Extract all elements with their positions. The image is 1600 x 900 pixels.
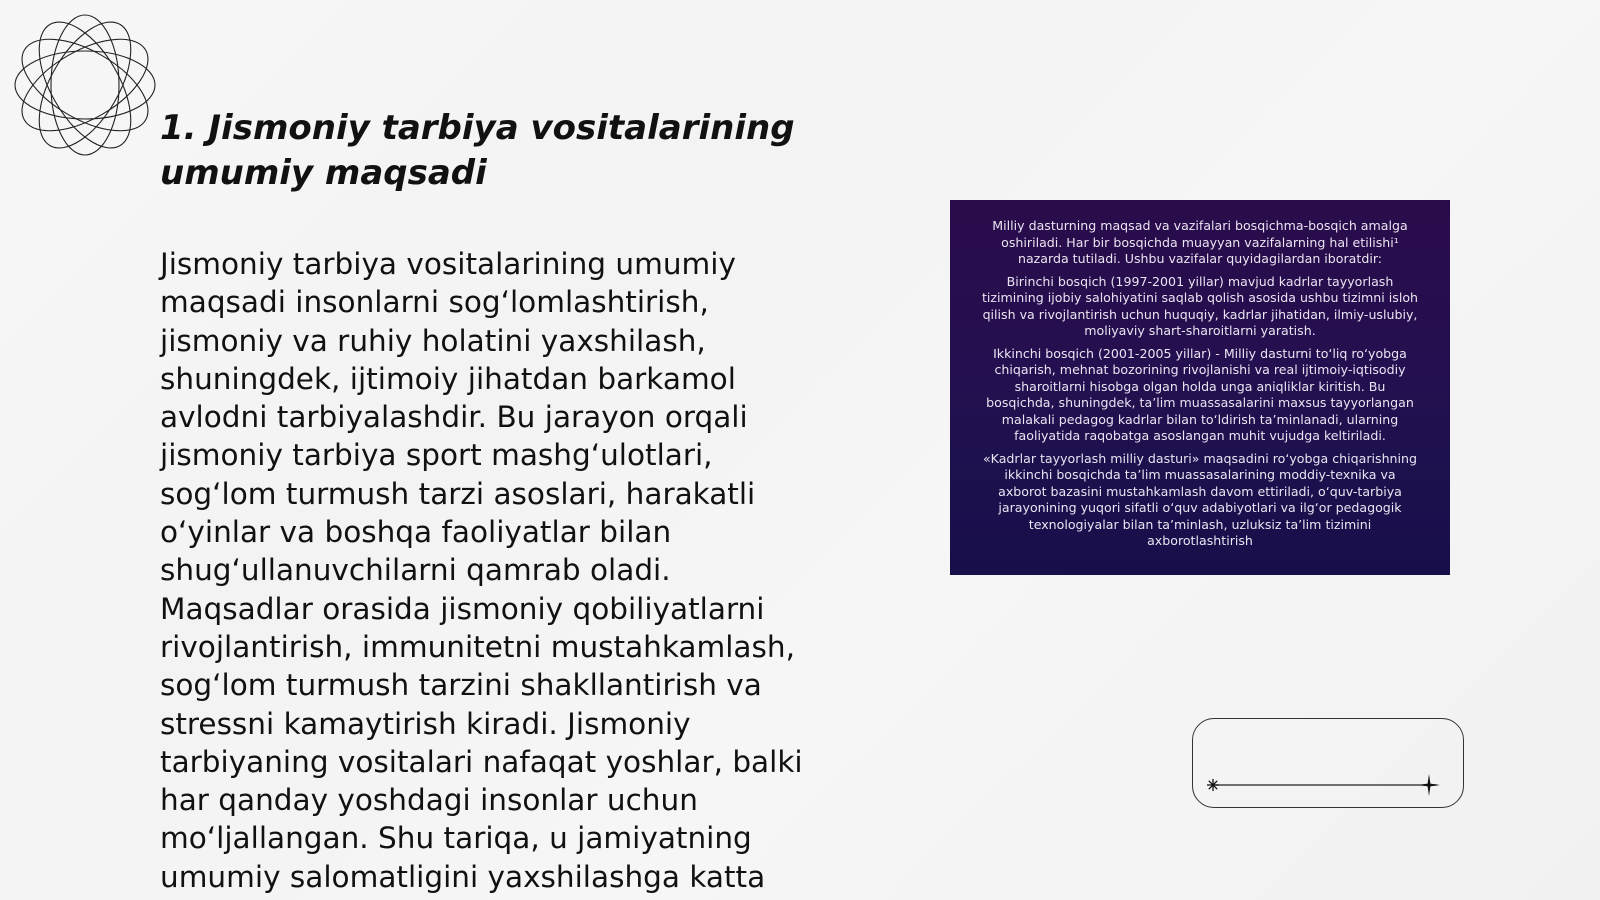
- inset-paragraph-1: Milliy dasturning maqsad va vazifalari bosqichma-bosqich amalga oshiriladi. Har bir bosqichda muayyan vazifalarning hal etilishi¹ nazarda tutiladi. Ushbu vazifalar quyidagilardan iboratdir:: [992, 218, 1408, 266]
- sparkle-icon: [1418, 774, 1440, 796]
- inset-paragraph-2: Birinchi bosqich (1997-2001 yillar) mavjud kadrlar tayyorlash tizimining ijobiy salohiyatini saqlab qolish asosida ushbu tizimni isloh qilish va rivojlantirish uchun huquqiy, kadrlar jihatidan, ilmiy-uslubiy, moliyaviy shart-sharoitlarni yaratish.: [981, 273, 1418, 338]
- asterisk-icon: [1207, 779, 1219, 791]
- circle-ornament-icon: [10, 10, 160, 160]
- inset-text-image: [950, 200, 1450, 575]
- decorative-line: [1205, 773, 1445, 797]
- slide-title: 1. Jismoniy tarbiya vositalarining umumiy maqsadi: [160, 108, 795, 193]
- inset-paragraph-3: Ikkinchi bosqich (2001-2005 yillar) - Milliy dasturni to‘liq ro‘yobga chiqarish, mehnat bozorining rivojlanishi va real ijtimoiy-iqtisodiy sharoitlarni hisobga olgan holda unga aniqliklar kiritish. Bu bosqichda, shuningdek, ta’lim muassasalarini maxsus tayyorlangan malakali pedagog kadrlar bilan to‘ldirish ta’minlanadi, ularning faoliyatida raqobatga asoslangan muhit vujudga keltiriladi.: [986, 345, 1414, 443]
- inset-paragraph-4: «Kadrlar tayyorlash milliy dasturi» maqsadini ro‘yobga chiqarishning ikkinchi bosqichda ta’lim muassasalarining moddiy-texnika va axborot bazasini mustahkamlash davom ettiriladi, o‘quv-tarbiya jarayonining yuqori sifatli o‘quv adabiyotlari va ilg‘or pedagogik texnologiyalar bilan ta’minlash, uzluksiz ta’lim tizimini axborotlashtirish: [982, 450, 1418, 548]
- slide-body-text: Jismoniy tarbiya vositalarining umumiy maqsadi insonlarni sog‘lomlashtirish, jismoniy va ruhiy holatini yaxshilash, shuningdek, ijtimoiy jihatdan barkamol avlodni tarbiyalashdir. Bu jarayon orqali jismoniy tarbiya sport mashg‘ulotlari, sog‘lom turmush tarzi asoslari, harakatli o‘yinlar va boshqa faoliyatlar bilan shug‘ullanuvchilarni qamrab oladi. Maqsadlar orasida jismoniy qobiliyatlarni rivojlantirish, immunitetni mustahkamlash, sog‘lom turmush tarzini shakllantirish va stressni kamaytirish kiradi. Jismoniy tarbiyaning vositalari nafaqat yoshlar, balki har qanday yoshdagi insonlar uchun mo‘ljallangan. Shu tariqa, u jamiyatning umumiy salomatligini yaxshilashga katta: [160, 247, 803, 894]
